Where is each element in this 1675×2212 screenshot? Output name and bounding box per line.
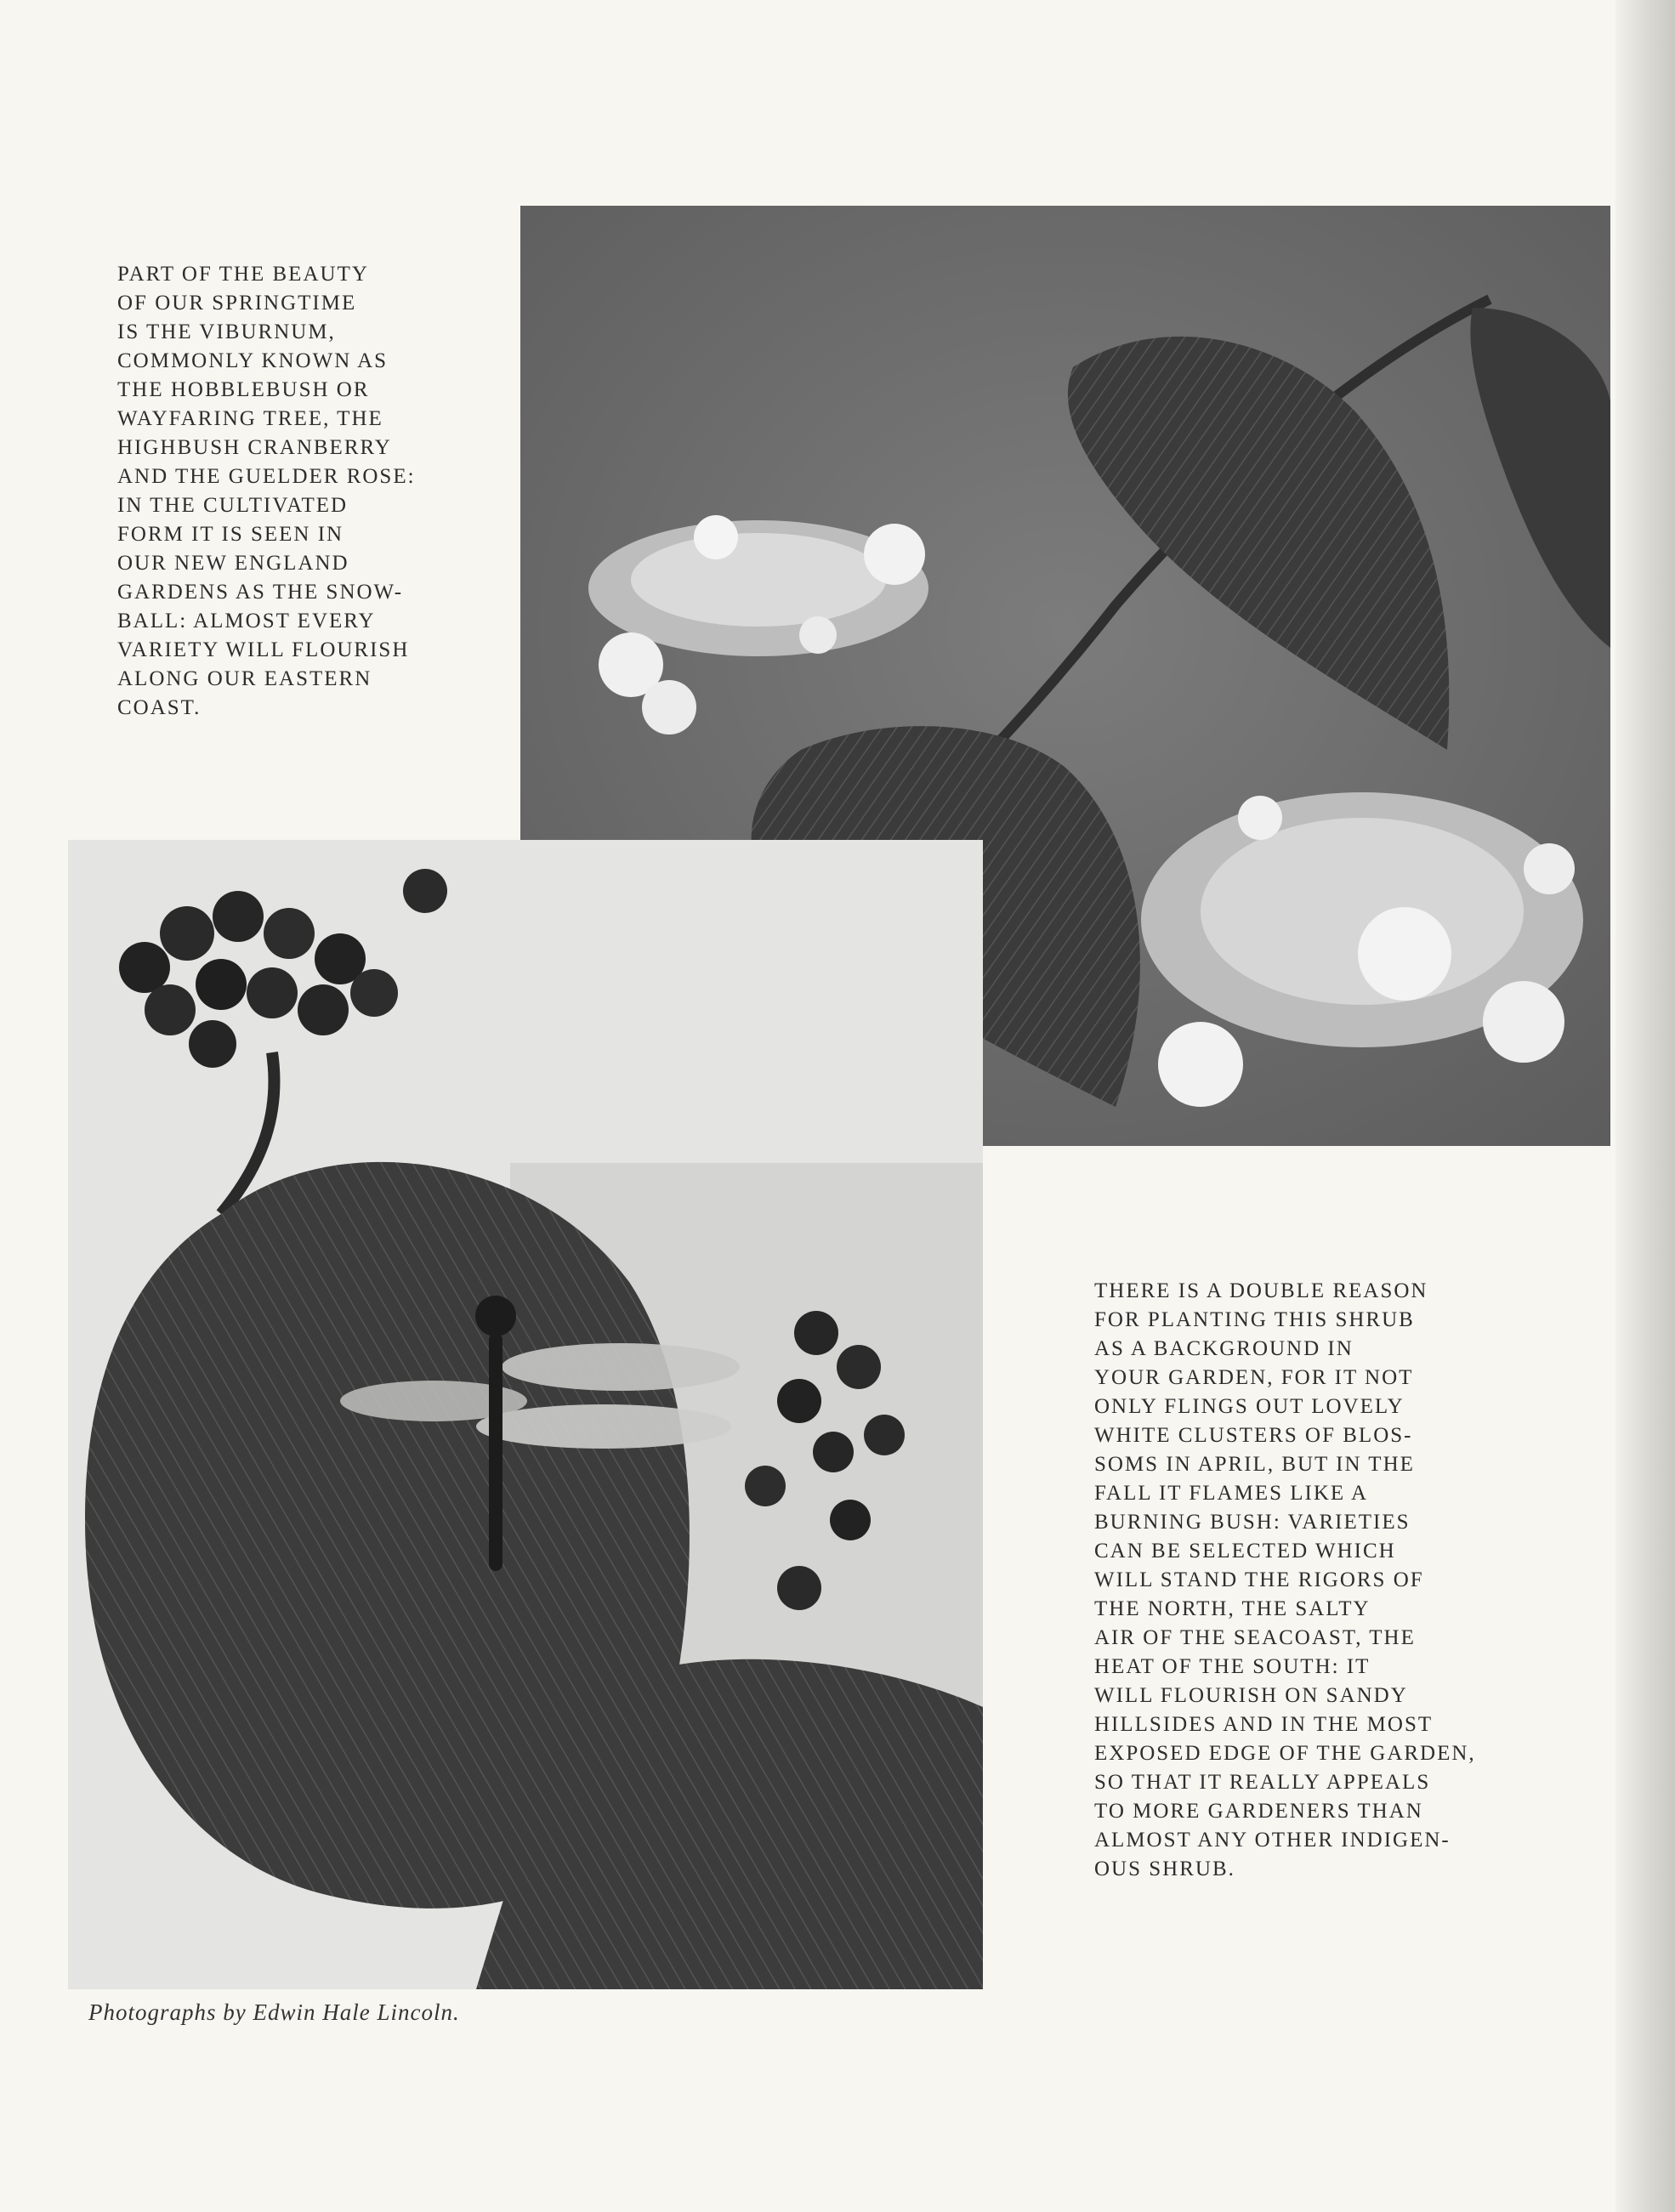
berries-photo xyxy=(68,840,983,1989)
photo-credit: Photographs by Edwin Hale Lincoln. xyxy=(88,1999,460,2025)
berries-photo-illustration xyxy=(68,840,983,1989)
caption-bottom: THERE IS A DOUBLE REASON FOR PLANTING THIS SHRUB AS A BACKGROUND IN YOUR GARDEN, FOR IT NOT ONLY FLINGS OUT LOVELY WHITE CLUSTERS OF BLOS- SOMS IN APRIL, BUT IN THE FALL IT FLAMES LIKE A BURNING BUSH: VARIETIES CAN BE SELECTED WHICH WILL STAND THE RIGORS OF THE NORTH, THE SALTY AIR OF THE SEACOAST, THE HEAT OF THE SOUTH: IT WILL FLOURISH ON SANDY HILLSIDES AND IN THE MOST EXPOSED EDGE OF THE GARDEN, SO THAT IT REALLY APPEALS TO MORE GARDENERS THAN ALMOST ANY OTHER INDIGEN- OUS SHRUB. xyxy=(1094,1279,1476,1880)
caption-top: PART OF THE BEAUTY OF OUR SPRINGTIME IS THE VIBURNUM, COMMONLY KNOWN AS THE HOBBLEBUSH OR WAYFARING TREE, THE HIGHBUSH CRANBERRY AND THE GUELDER ROSE: IN THE CULTIVATED FORM IT IS SEEN IN OUR NEW ENGLAND GARDENS AS THE SNOW- BALL: ALMOST EVERY VARIETY WILL FLOURISH ALONG OUR EASTERN COAST. xyxy=(117,263,416,719)
page-binding-edge xyxy=(1615,0,1675,2212)
